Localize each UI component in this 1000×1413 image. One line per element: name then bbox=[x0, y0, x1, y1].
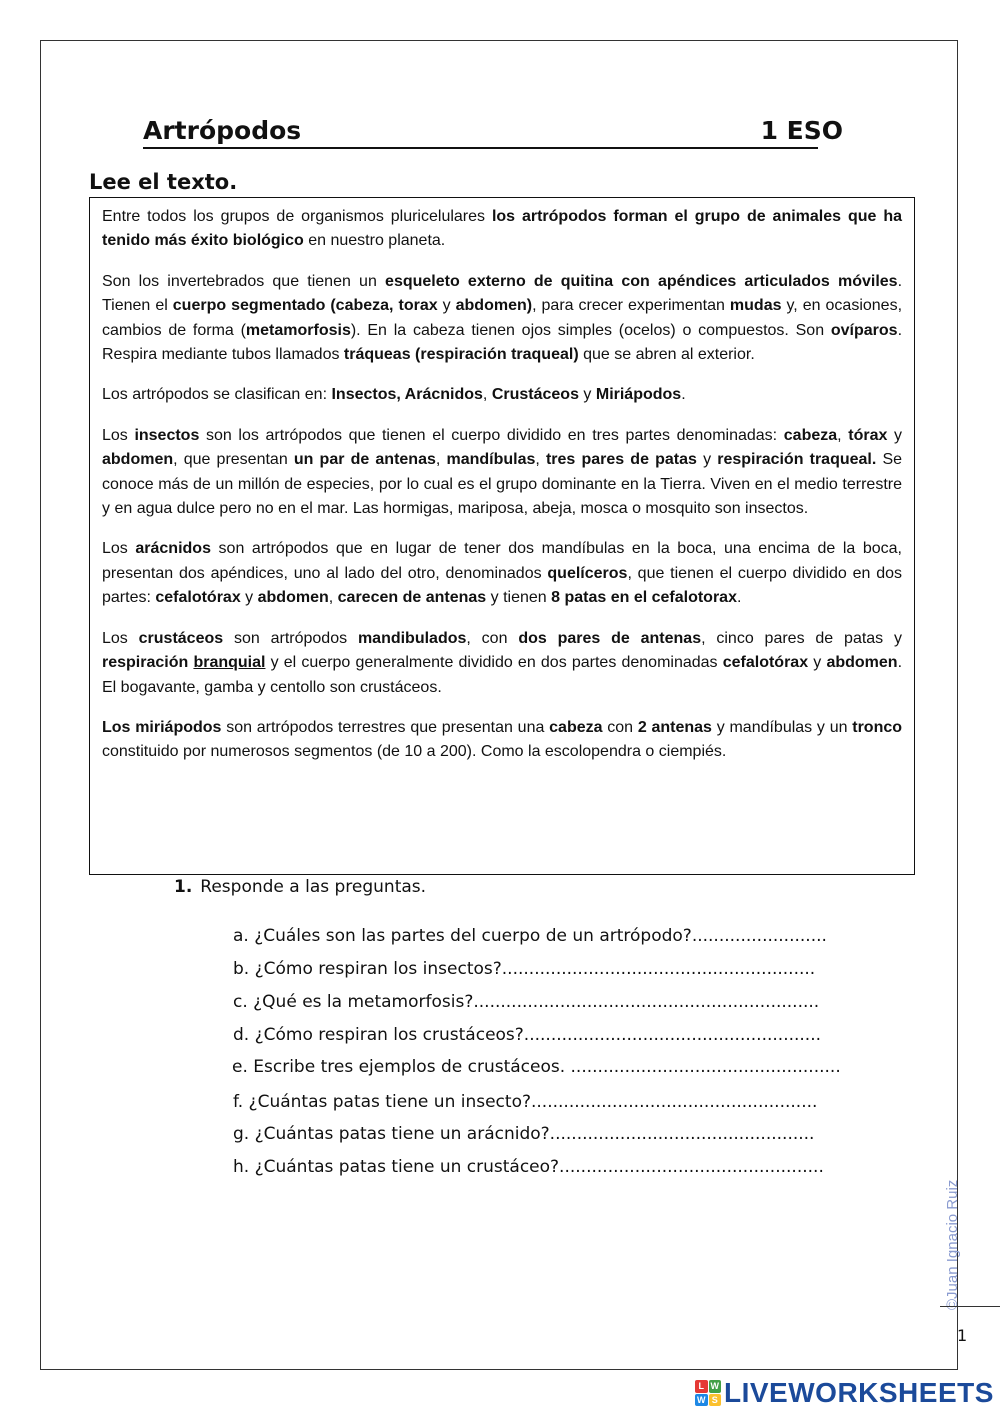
logo-mark-letter: L bbox=[695, 1380, 708, 1393]
question-item-g[interactable]: g. ¿Cuántas patas tiene un arácnido?................................................. bbox=[233, 1124, 815, 1144]
bold-run: 8 patas en el cefalotorax bbox=[551, 589, 737, 607]
logo-icon bbox=[695, 1380, 721, 1406]
bold-run: crustáceos bbox=[138, 629, 224, 647]
questions-heading bbox=[174, 877, 426, 897]
text-run: son artrópodos que en lugar de tener dos mandíbulas en la boca, una encima de la boca, presentan dos apéndices, uno al lado del otro, denominados bbox=[102, 540, 902, 582]
bold-run: respiración bbox=[102, 654, 194, 672]
text-run: constituido por numerosos segmentos (de 10 a 200). Como la escolopendra o ciempiés. bbox=[102, 743, 727, 761]
logo-mark-letter: W bbox=[697, 1394, 706, 1405]
text-run: Se conoce más de un millón de especies, por lo cual es el grupo dominante en la Tierra. Viven en el medio terrestre y en agua dulce pero no en el mar. Las hormigas, mariposa, abeja, mosca o mosquito son insectos. bbox=[102, 451, 903, 518]
text-run: en nuestro planeta. bbox=[303, 232, 446, 250]
paragraph-insectos bbox=[102, 424, 902, 522]
text-run: , bbox=[535, 451, 546, 469]
bold-run: mudas bbox=[729, 297, 782, 315]
author-credit: ©Juan Ignacio Ruiz bbox=[944, 1179, 961, 1310]
underlined-run: branquial bbox=[193, 654, 266, 672]
text-run: Entre todos los grupos de organismos pluricelulares bbox=[102, 208, 492, 225]
bold-run: abdomen bbox=[102, 451, 174, 469]
question-item-f[interactable]: f. ¿Cuántas patas tiene un insecto?..................................................... bbox=[233, 1092, 818, 1112]
paragraph-characteristics bbox=[102, 270, 902, 368]
title-underline bbox=[143, 147, 818, 149]
text-run: , cinco pares de patas y bbox=[701, 629, 903, 647]
paragraph-miriapodos bbox=[102, 716, 902, 765]
text-run: , que presentan bbox=[173, 451, 294, 469]
text-run: . Respira mediante tubos llamados bbox=[102, 321, 903, 364]
logo-text: LIVEWORKSHEETS bbox=[724, 1377, 994, 1408]
text-run: ). En la cabeza tienen ojos simples (ocelos) o compuestos. Son bbox=[350, 321, 831, 339]
question-item-h[interactable]: h. ¿Cuántas patas tiene un crustáceo?................................................. bbox=[233, 1157, 824, 1177]
liveworksheets-logo[interactable] bbox=[695, 1376, 994, 1410]
bold-run: cefalotórax bbox=[722, 654, 809, 672]
bold-run: cefalotórax bbox=[155, 589, 241, 607]
page-number: 1 bbox=[957, 1326, 968, 1345]
bold-run: cuerpo segmentado (cabeza, torax bbox=[172, 297, 438, 315]
text-run: . bbox=[681, 386, 686, 404]
bold-run: 2 antenas bbox=[637, 718, 712, 736]
bold-run: insectos bbox=[134, 426, 200, 444]
bold-run: quelíceros bbox=[547, 564, 628, 582]
text-run: son artrópodos terrestres que presentan una bbox=[221, 718, 550, 736]
question-number: 1. bbox=[174, 877, 193, 897]
paragraph-crustaceos bbox=[102, 627, 902, 700]
text-run: . El bogavante, gamba y centollo son crustáceos. bbox=[102, 654, 903, 696]
paragraph-aracnidos bbox=[102, 537, 902, 610]
bold-run: Miriápodos bbox=[595, 386, 682, 404]
question-item-d[interactable]: d. ¿Cómo respiran los crustáceos?....................................................... bbox=[233, 1025, 822, 1045]
text-run: y bbox=[240, 589, 258, 607]
bold-run: tres pares de patas bbox=[545, 451, 697, 469]
question-item-a[interactable]: a. ¿Cuáles son las partes del cuerpo de un artrópodo?......................... bbox=[233, 926, 827, 946]
bold-run: mandibulados bbox=[357, 629, 467, 647]
bold-run: carecen de antenas bbox=[337, 589, 487, 607]
text-run: , con bbox=[466, 629, 519, 647]
title-row bbox=[143, 116, 843, 150]
bold-run: metamorfosis bbox=[245, 321, 351, 339]
text-run: y bbox=[437, 297, 456, 315]
bold-run: arácnidos bbox=[135, 540, 211, 558]
bold-run: abdomen bbox=[257, 589, 329, 607]
text-run: y tienen bbox=[486, 589, 552, 607]
page-title: Artrópodos bbox=[143, 116, 302, 145]
bold-run: abdomen bbox=[826, 654, 898, 672]
text-run: . bbox=[736, 589, 742, 607]
text-run: , bbox=[837, 426, 849, 444]
text-run: y bbox=[808, 654, 827, 672]
paragraph-intro bbox=[102, 205, 902, 254]
bold-run: Crustáceos bbox=[491, 386, 579, 404]
text-run: Los bbox=[102, 426, 135, 444]
text-run: . Tienen el bbox=[102, 272, 903, 315]
bold-run: ovíparos bbox=[830, 321, 898, 339]
text-run: y el cuerpo generalmente dividido en dos partes denominadas bbox=[265, 654, 723, 672]
bold-run: tronco bbox=[852, 718, 903, 736]
footer-rule bbox=[940, 1306, 1000, 1307]
bold-run: dos pares de antenas bbox=[518, 629, 702, 647]
question-item-c[interactable]: c. ¿Qué es la metamorfosis?................................................................ bbox=[233, 992, 820, 1012]
text-run: y bbox=[578, 386, 596, 404]
bold-run: respiración traqueal. bbox=[717, 451, 877, 469]
text-run: , bbox=[482, 386, 492, 404]
text-run: y, en ocasiones, cambios de forma ( bbox=[102, 297, 903, 339]
bold-run: Insectos, Arácnidos bbox=[331, 386, 483, 404]
bold-run: mandíbulas bbox=[446, 451, 536, 469]
bold-run: Los miriápodos bbox=[102, 718, 222, 736]
section-heading: Lee el texto. bbox=[89, 170, 238, 194]
text-run: Son los invertebrados que tienen un bbox=[102, 272, 386, 290]
paragraph-classification bbox=[102, 383, 902, 407]
text-run: y bbox=[887, 426, 903, 444]
text-run: que se abren al exterior. bbox=[578, 346, 755, 364]
bold-run: los artrópodos forman el grupo de animales que ha tenido más éxito biológico bbox=[102, 208, 902, 250]
text-run: Los bbox=[102, 540, 136, 558]
text-run: son los artrópodos que tienen el cuerpo dividido en tres partes denominadas: bbox=[199, 426, 784, 444]
bold-run: tórax bbox=[848, 426, 888, 444]
text-run: , bbox=[328, 589, 338, 607]
question-item-e[interactable]: e. Escribe tres ejemplos de crustáceos. .................................................. bbox=[232, 1057, 841, 1077]
text-run: , bbox=[435, 451, 447, 469]
logo-mark-letter: W bbox=[710, 1381, 719, 1391]
bold-run: un par de antenas bbox=[293, 451, 436, 469]
logo-mark-letter: S bbox=[709, 1394, 722, 1407]
course-level: 1 ESO bbox=[760, 116, 843, 145]
question-item-b[interactable]: b. ¿Cómo respiran los insectos?.......................................................... bbox=[233, 959, 816, 979]
bold-run: cabeza bbox=[783, 426, 838, 444]
text-run: , para crecer experimentan bbox=[532, 297, 730, 315]
text-run: y mandíbulas y un bbox=[711, 718, 853, 736]
bold-run: esqueleto externo de quitina con apéndices articulados móviles bbox=[385, 272, 898, 290]
text-run: Los artrópodos se clasifican en: bbox=[102, 386, 332, 404]
reading-text-box bbox=[89, 197, 915, 875]
questions-instruction: Responde a las preguntas. bbox=[200, 877, 427, 897]
text-run: y bbox=[696, 451, 718, 469]
bold-run: cabeza bbox=[549, 718, 603, 736]
text-run: Los bbox=[102, 629, 139, 647]
bold-run: abdomen) bbox=[455, 297, 533, 315]
text-run: con bbox=[602, 718, 638, 736]
bold-run: tráqueas (respiración traqueal) bbox=[343, 346, 579, 364]
text-run: , que tienen el cuerpo dividido en dos partes: bbox=[102, 564, 903, 607]
text-run: son artrópodos bbox=[223, 629, 358, 647]
